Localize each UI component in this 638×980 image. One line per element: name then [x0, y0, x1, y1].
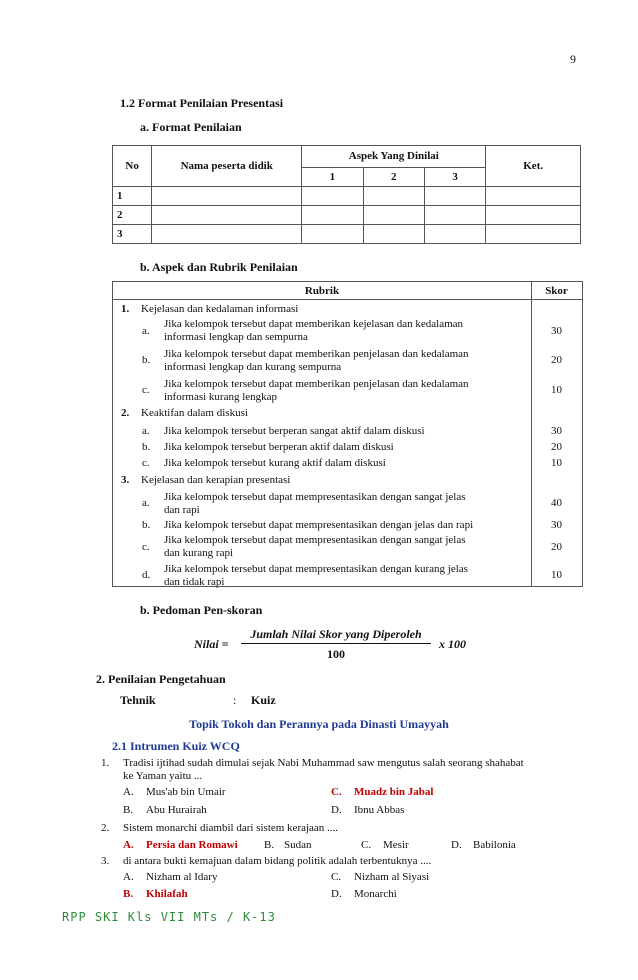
formula-rhs: x 100 — [439, 637, 466, 651]
item-text: Jika kelompok tersebut dapat memberikan penjelasan dan kedalaman — [164, 378, 469, 390]
group-number: 1. — [121, 303, 130, 315]
formula-numerator: Jumlah Nilai Skor yang Diperoleh — [250, 627, 422, 641]
tehnik-label: Tehnik — [120, 693, 156, 707]
item-text: Jika kelompok tersebut dapat mempresentasikan dengan sangat jelas — [164, 491, 466, 503]
group-number: 3. — [121, 474, 130, 486]
item-text: Jika kelompok tersebut kurang aktif dalam diskusi — [164, 457, 386, 469]
item-score: 10 — [551, 384, 562, 396]
item-text: Jika kelompok tersebut dapat mempresentasikan dengan sangat jelas — [164, 534, 466, 546]
option-text-correct: Persia dan Romawi — [146, 839, 238, 851]
item-letter: a. — [142, 497, 150, 509]
col-ket: Ket. — [486, 146, 581, 187]
formula-lhs: Nilai = — [194, 637, 229, 651]
item-score: 20 — [551, 441, 562, 453]
item-letter: c. — [142, 384, 150, 396]
item-score: 30 — [551, 519, 562, 531]
group-title: Kejelasan dan kedalaman informasi — [141, 303, 299, 315]
group-title: Kejelasan dan kerapian presentasi — [141, 474, 291, 486]
item-text: Jika kelompok tersebut berperan sangat aktif dalam diskusi — [164, 425, 425, 437]
tehnik-colon: : — [233, 693, 237, 707]
section-heading-1-2: 1.2 Format Penilaian Presentasi — [120, 96, 284, 110]
item-text: dan tidak rapi — [164, 576, 225, 588]
option-text: Nizham al Siyasi — [354, 871, 430, 883]
item-letter: c. — [142, 541, 150, 553]
row-number: 3 — [113, 225, 152, 244]
col-no: No — [113, 146, 152, 187]
col-name: Nama peserta didik — [152, 146, 302, 187]
option-text: Ibnu Abbas — [354, 804, 405, 816]
option-text: Sudan — [284, 839, 312, 851]
option-text: Babilonia — [473, 839, 516, 851]
option-letter: C. — [331, 871, 342, 883]
question-text: Tradisi ijtihad sudah dimulai sejak Nabi Muhammad saw mengutus salah seorang shahabat — [123, 757, 524, 769]
item-text: Jika kelompok tersebut berperan aktif dalam diskusi — [164, 441, 394, 453]
section-heading-2: 2. Penilaian Pengetahuan — [96, 672, 226, 686]
option-text: Nizham al Idary — [146, 871, 218, 883]
fraction-bar — [241, 643, 431, 644]
rubric-header-rubrik: Rubrik — [304, 285, 340, 297]
item-score: 30 — [551, 425, 562, 437]
item-score: 20 — [551, 541, 562, 553]
group-number: 2. — [121, 407, 130, 419]
option-letter: B. — [123, 804, 134, 816]
option-text-correct: Khilafah — [146, 888, 188, 900]
topic-title: Topik Tokoh dan Perannya pada Dinasti Umayyah — [189, 717, 449, 731]
item-text: Jika kelompok tersebut dapat memberikan kejelasan dan kedalaman — [164, 318, 464, 330]
option-letter-correct: A. — [123, 839, 134, 851]
item-score: 10 — [551, 457, 562, 469]
footer-text: RPP SKI Kls VII MTs / K-13 — [62, 910, 276, 924]
item-text: Jika kelompok tersebut dapat mempresentasikan dengan kurang jelas — [164, 563, 468, 575]
group-title: Keaktifan dalam diskusi — [141, 407, 248, 419]
item-letter: a. — [142, 325, 150, 337]
option-letter: D. — [331, 888, 342, 900]
item-text: informasi lengkap dan kurang sempurna — [164, 361, 342, 373]
option-letter: A. — [123, 871, 134, 883]
item-text: dan kurang rapi — [164, 547, 234, 559]
question-text: ke Yaman yaitu ... — [123, 770, 203, 782]
question-number: 2. — [101, 822, 110, 834]
option-text: Mesir — [383, 839, 409, 851]
col-aspek: Aspek Yang Dinilai — [302, 146, 486, 168]
item-letter: b. — [142, 354, 151, 366]
option-letter-correct: B. — [123, 888, 134, 900]
option-text-correct: Muadz bin Jabal — [354, 786, 434, 798]
rubric-header-skor: Skor — [545, 285, 568, 297]
item-score: 30 — [551, 325, 562, 337]
tehnik-value: Kuiz — [251, 693, 276, 707]
table-row — [113, 206, 581, 225]
item-text: Jika kelompok tersebut dapat mempresentasikan dengan jelas dan rapi — [164, 519, 474, 531]
row-number: 2 — [113, 206, 152, 225]
item-score: 20 — [551, 354, 562, 366]
question-text: di antara bukti kemajuan dalam bidang politik adalah terbentuknya .... — [123, 855, 432, 867]
item-text: dan rapi — [164, 504, 200, 516]
table-row — [113, 225, 581, 244]
item-score: 40 — [551, 497, 562, 509]
row-number: 1 — [113, 187, 152, 206]
item-text: informasi lengkap dan sempurna — [164, 331, 308, 343]
aspek-col-1: 1 — [302, 167, 363, 186]
question-text: Sistem monarchi diambil dari sistem kerajaan .... — [123, 822, 339, 834]
option-letter: D. — [451, 839, 462, 851]
item-letter: c. — [142, 457, 150, 469]
formula-denominator: 100 — [327, 647, 345, 661]
rubric-table — [112, 281, 583, 587]
option-text: Monarchi — [354, 888, 397, 900]
pedoman-label: b. Pedoman Pen-skoran — [140, 603, 263, 617]
item-letter: b. — [142, 441, 151, 453]
option-letter: D. — [331, 804, 342, 816]
item-letter: d. — [142, 569, 151, 581]
page-number: 9 — [570, 52, 576, 66]
option-letter: A. — [123, 786, 134, 798]
option-letter: C. — [361, 839, 372, 851]
assessment-table — [112, 145, 581, 244]
format-label: a. Format Penilaian — [140, 120, 242, 134]
item-text: informasi kurang lengkap — [164, 391, 278, 403]
item-text: Jika kelompok tersebut dapat memberikan penjelasan dan kedalaman — [164, 348, 469, 360]
aspek-col-3: 3 — [424, 167, 485, 186]
option-letter-correct: C. — [331, 786, 342, 798]
item-letter: a. — [142, 425, 150, 437]
table-row — [113, 187, 581, 206]
aspek-col-2: 2 — [363, 167, 424, 186]
item-score: 10 — [551, 569, 562, 581]
option-text: Abu Hurairah — [146, 804, 207, 816]
option-letter: B. — [264, 839, 275, 851]
subsection-2-1: 2.1 Intrumen Kuiz WCQ — [112, 739, 240, 753]
question-number: 1. — [101, 757, 110, 769]
question-number: 3. — [101, 855, 110, 867]
rubrik-label: b. Aspek dan Rubrik Penilaian — [140, 260, 298, 274]
option-text: Mus'ab bin Umair — [146, 786, 226, 798]
item-letter: b. — [142, 519, 151, 531]
